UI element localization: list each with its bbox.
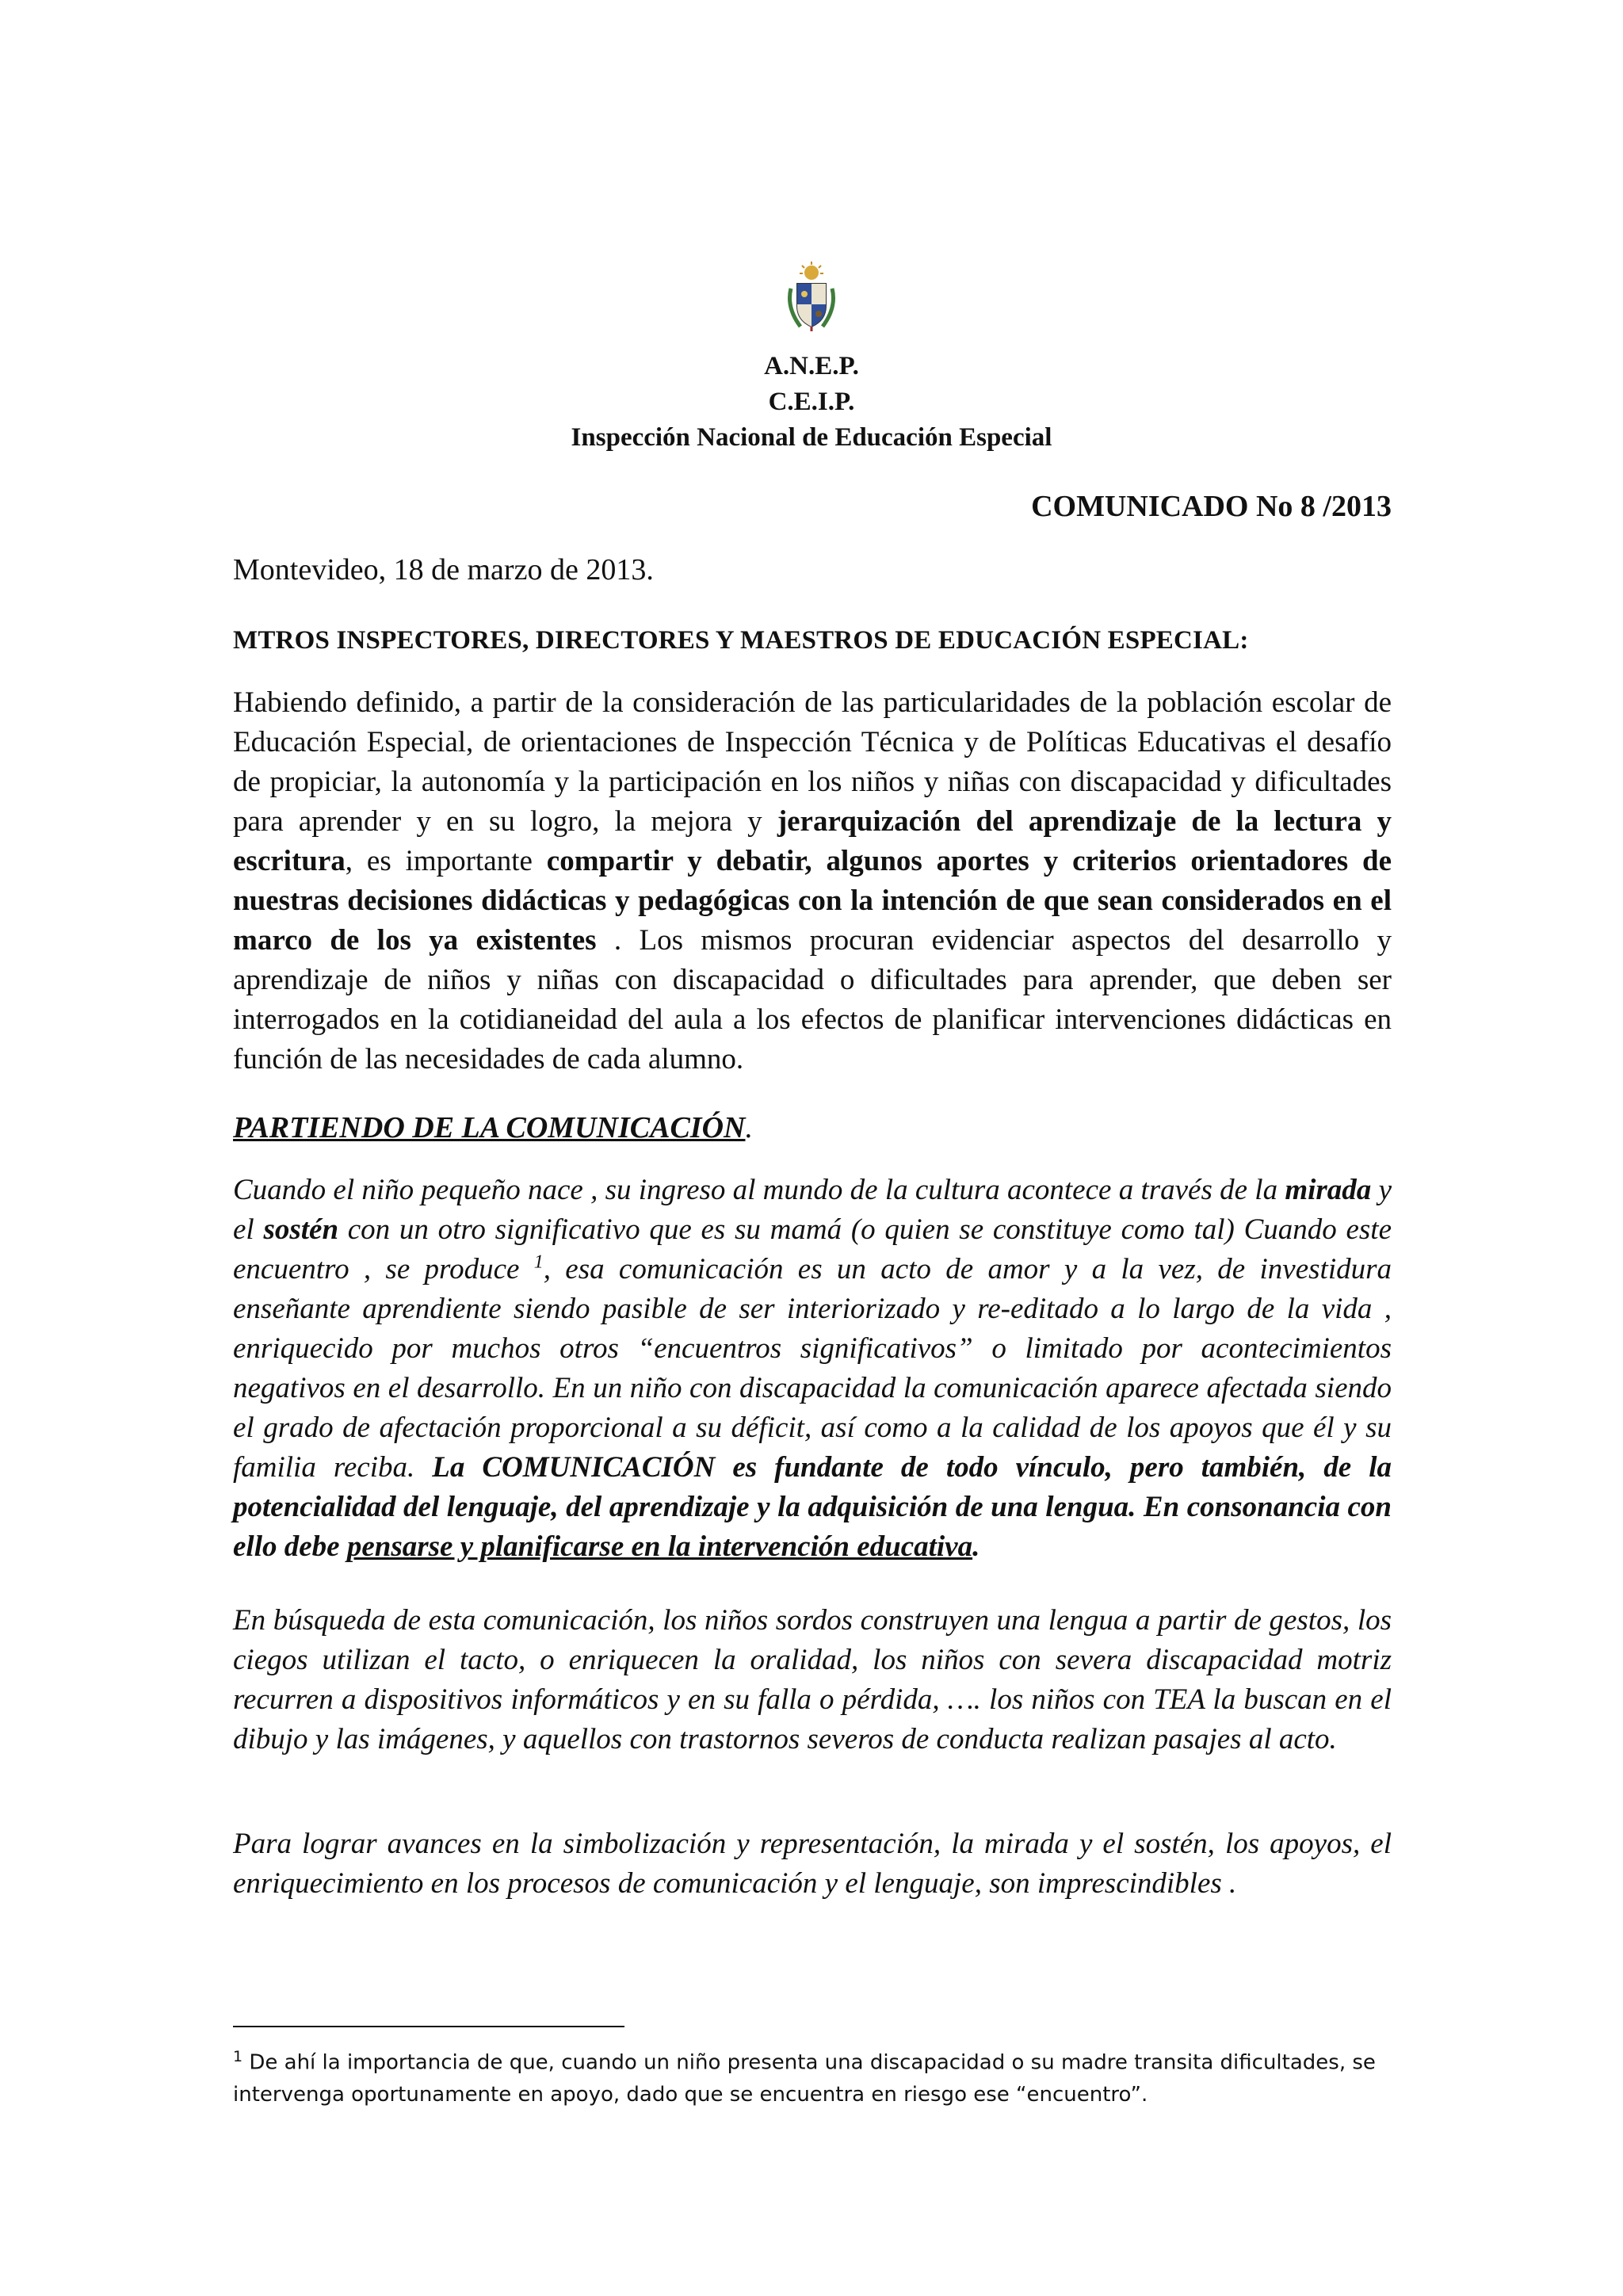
p2-bold-underlined: pensarse y planificarse en la intervención educativa: [346, 1530, 973, 1563]
paragraph-communication: [233, 1171, 1392, 1567]
footnote-text: De ahí la importancia de que, cuando un niño presenta una discapacidad o su madre transita dificultades, se intervenga oportunamente en apoyo, dado que se encuentra en riesgo ese “encuentro”.: [233, 2050, 1376, 2107]
section-heading: [233, 1108, 753, 1148]
addressee-line: MTROS INSPECTORES, DIRECTORES Y MAESTROS DE EDUCACIÓN ESPECIAL:: [233, 626, 1249, 655]
date-line: Montevideo, 18 de marzo de 2013.: [233, 553, 654, 586]
p2-bold-3: La COMUNICACIÓN es fundante de todo vínculo, pero también, de la potencialidad del lenguaje, del aprendizaje y la adquisición de una lengua. En consonancia con ello debe: [233, 1451, 1392, 1563]
footnote: [233, 2041, 1392, 2111]
footnote-reference: 1: [533, 1251, 544, 1273]
p2-bold-period: .: [972, 1530, 980, 1563]
paragraph-advances: Para lograr avances en la simbolización y representación, la mirada y el sostén, los apoyos, el enriquecimiento en los procesos de comunicación y el lenguaje, son imprescindibles .: [233, 1828, 1392, 1900]
letterhead: [0, 349, 1623, 456]
p2-bold-mirada: mirada: [1285, 1174, 1372, 1206]
paragraph-intro: [233, 683, 1392, 1079]
p2-bold-sosten: sostén: [263, 1213, 339, 1246]
p1-text-3: . Los mismos procuran evidenciar aspectos del desarrollo y aprendizaje de niños y niñas con discapacidad o dificultades para aprender, que deben ser interrogados en la cotidianeidad del aula a los efectos de planificar intervenciones didácticas en función de las necesidades de cada alumno.: [233, 924, 1392, 1075]
paragraph-search: En búsqueda de esta comunicación, los niños sordos construyen una lengua a partir de gestos, los ciegos utilizan el tacto, o enriquecen la oralidad, los niños con severa discapacidad motriz recurren a dispositivos informáticos y en su falla o pérdida, …. los niños con TEA la buscan en el dibujo y las imágenes, y aquellos con trastornos severos de conducta realizan pasajes al acto.: [233, 1604, 1392, 1755]
p2-text-3: con un otro significativo que es su mamá (o quien se constituye como tal) Cuando este encuentro , se produce: [233, 1213, 1392, 1286]
p2-text-4: , esa comunicación es un acto de amor y a la vez, de investidura enseñante aprendiente siendo pasible de ser interiorizado y re-editado a lo largo de la vida , enriquecido por muchos otros “encuentros significativos” o limitado por acontecimientos negativos en el desarrollo. En un niño con discapacidad la comunicación aparece afectada siendo el grado de afectación proporcional a su déficit, así como a la calidad de los apoyos que él y su familia reciba.: [233, 1253, 1392, 1484]
p1-text-1: Habiendo definido, a partir de la consideración de las particularidades de la población escolar de Educación Especial, de orientaciones de Inspección Técnica y de Políticas Educativas el desafío de propiciar, la autonomía y la participación en los niños y niñas con discapacidad y dificultades para aprender y en su logro, la mejora y: [233, 686, 1392, 838]
section-heading-period: .: [745, 1111, 753, 1144]
footnote-number: 1: [233, 2048, 243, 2065]
org-ceip: C.E.I.P.: [768, 388, 855, 416]
p2-text-1: Cuando el niño pequeño nace , su ingreso al mundo de la cultura acontece a través de la: [233, 1174, 1285, 1206]
section-heading-text: PARTIENDO DE LA COMUNICACIÓN: [233, 1111, 746, 1144]
footnote-divider: [233, 2026, 624, 2027]
p1-bold-1: jerarquización del aprendizaje de la lectura y escritura: [233, 805, 1392, 877]
org-anep: A.N.E.P.: [764, 352, 859, 380]
p2-text-2: y el: [233, 1174, 1392, 1246]
p1-text-2: , es importante: [345, 845, 547, 877]
p1-bold-2: compartir y debatir, algunos aportes y criterios orientadores de nuestras decisiones didácticas y pedagógicas con la intención de que sean considerados en el marco de los ya existentes: [233, 845, 1392, 957]
org-inspeccion: Inspección Nacional de Educación Especial: [571, 423, 1052, 452]
coat-of-arms-icon: [783, 262, 840, 333]
document-number: COMUNICADO No 8 /2013: [1031, 490, 1392, 523]
